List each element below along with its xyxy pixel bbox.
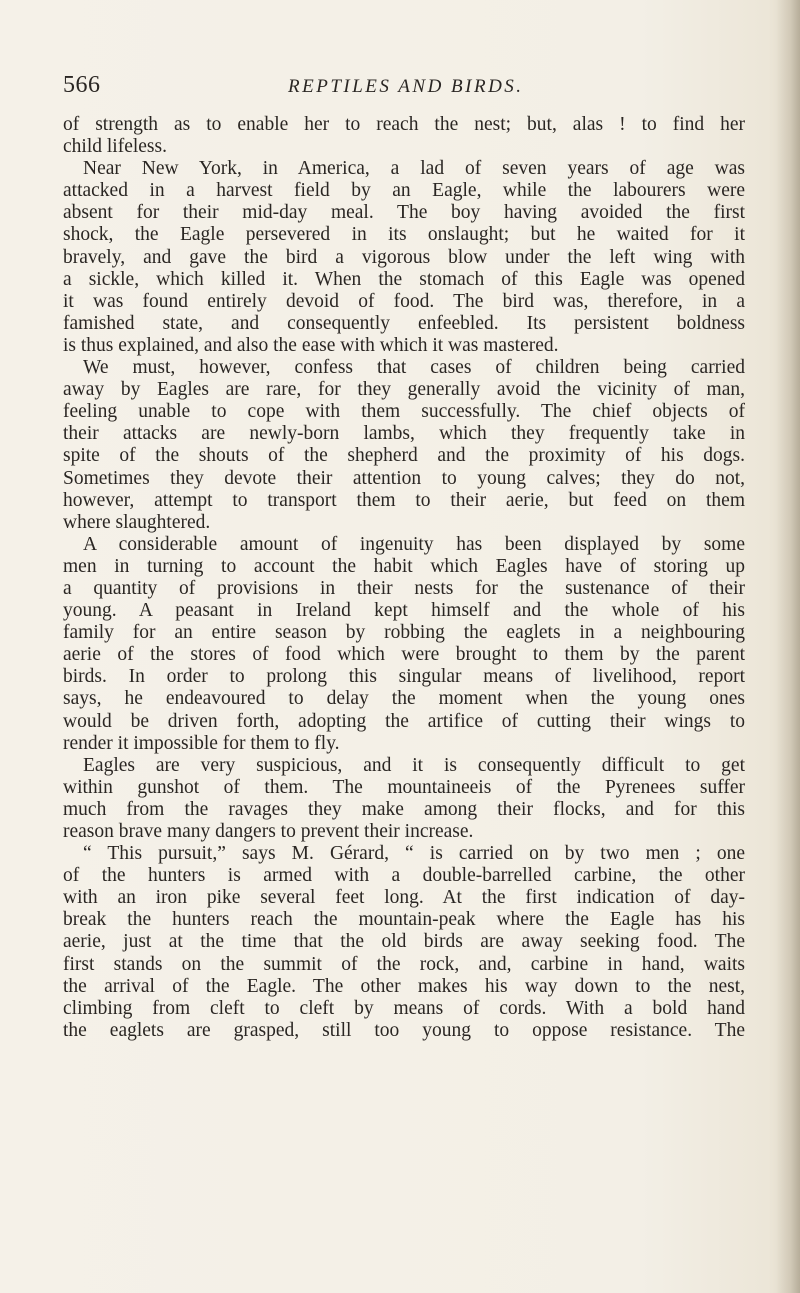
text-line: however, attempt to transport them to their aerie, but feed on them bbox=[63, 489, 745, 511]
text-line: bravely, and gave the bird a vigorous blow under the left wing with bbox=[63, 246, 745, 268]
text-line: with an iron pike several feet long. At the first indication of day- bbox=[63, 887, 745, 909]
text-line: absent for their mid-day meal. The boy having avoided the first bbox=[63, 202, 745, 224]
text-line: family for an entire season by robbing the eaglets in a neighbouring bbox=[63, 622, 745, 644]
text-line: Near New York, in America, a lad of seven years of age was bbox=[83, 158, 745, 180]
text-line: aerie of the stores of food which were brought to them by the parent bbox=[63, 644, 745, 666]
text-line: birds. In order to prolong this singular means of livelihood, report bbox=[63, 666, 745, 688]
text-line: much from the ravages they make among their flocks, and for this bbox=[63, 798, 745, 820]
text-line: the arrival of the Eagle. The other makes his way down to the nest, bbox=[63, 975, 745, 997]
text-line: within gunshot of them. The mountaineeis of the Pyrenees suffer bbox=[63, 776, 745, 798]
text-line: reason brave many dangers to prevent their increase. bbox=[63, 821, 474, 842]
text-line: where slaughtered. bbox=[63, 511, 211, 533]
text-line: would be driven forth, adopting the artifice of cutting their wings to bbox=[63, 710, 745, 732]
text-line: shock, the Eagle persevered in its onslaught; but he waited for it bbox=[63, 224, 745, 246]
text-line: says, he endeavoured to delay the moment when the young ones bbox=[63, 688, 745, 710]
text-line: We must, however, confess that cases of children being carried bbox=[83, 357, 745, 379]
page-edge-shadow bbox=[776, 0, 800, 1293]
text-line: aerie, just at the time that the old birds are away seeking food. The bbox=[63, 931, 745, 953]
text-line: the eaglets are grasped, still too young to oppose resistance. The bbox=[63, 1019, 745, 1041]
text-line: child lifeless. bbox=[63, 136, 167, 158]
text-line: famished state, and consequently enfeebled. Its persistent boldness bbox=[63, 312, 745, 334]
text-line: away by Eagles are rare, for they generally avoid the vicinity of man, bbox=[63, 379, 745, 401]
running-head: REPTILES AND BIRDS. bbox=[288, 76, 524, 97]
text-line: of the hunters is armed with a double-barrelled carbine, the other bbox=[63, 865, 745, 887]
text-line: their attacks are newly-born lambs, which they frequently take in bbox=[63, 423, 745, 445]
text-line: render it impossible for them to fly. bbox=[63, 732, 340, 754]
text-line: A considerable amount of ingenuity has been displayed by some bbox=[83, 533, 745, 555]
text-line: a quantity of provisions in their nests for the sustenance of their bbox=[63, 577, 745, 599]
text-line: spite of the shouts of the shepherd and the proximity of his dogs. bbox=[63, 445, 745, 467]
page-header bbox=[63, 72, 763, 102]
text-line: break the hunters reach the mountain-peak where the Eagle has his bbox=[63, 909, 745, 931]
text-line: feeling unable to cope with them successfully. The chief objects of bbox=[63, 401, 745, 423]
text-line: of strength as to enable her to reach the nest; but, alas ! to find her bbox=[63, 114, 745, 135]
text-line: a sickle, which killed it. When the stomach of this Eagle was opened bbox=[63, 268, 745, 290]
text-line: Sometimes they devote their attention to young calves; they do not, bbox=[63, 467, 745, 489]
text-line: is thus explained, and also the ease with which it was mastered. bbox=[63, 334, 559, 356]
text-line: first stands on the summit of the rock, and, carbine in hand, waits bbox=[63, 953, 745, 975]
body-text bbox=[63, 114, 745, 1042]
page-number: 566 bbox=[63, 72, 101, 98]
text-line: it was found entirely devoid of food. The bird was, therefore, in a bbox=[63, 290, 745, 312]
text-line: Eagles are very suspicious, and it is consequently difficult to get bbox=[83, 754, 745, 776]
text-line: attacked in a harvest field by an Eagle, while the labourers were bbox=[63, 180, 745, 202]
text-line: climbing from cleft to cleft by means of cords. With a bold hand bbox=[63, 997, 745, 1019]
text-line: young. A peasant in Ireland kept himself and the whole of his bbox=[63, 600, 745, 622]
text-line: “ This pursuit,” says M. Gérard, “ is carried on by two men ; one bbox=[83, 843, 745, 865]
text-line: men in turning to account the habit which Eagles have of storing up bbox=[63, 555, 745, 577]
